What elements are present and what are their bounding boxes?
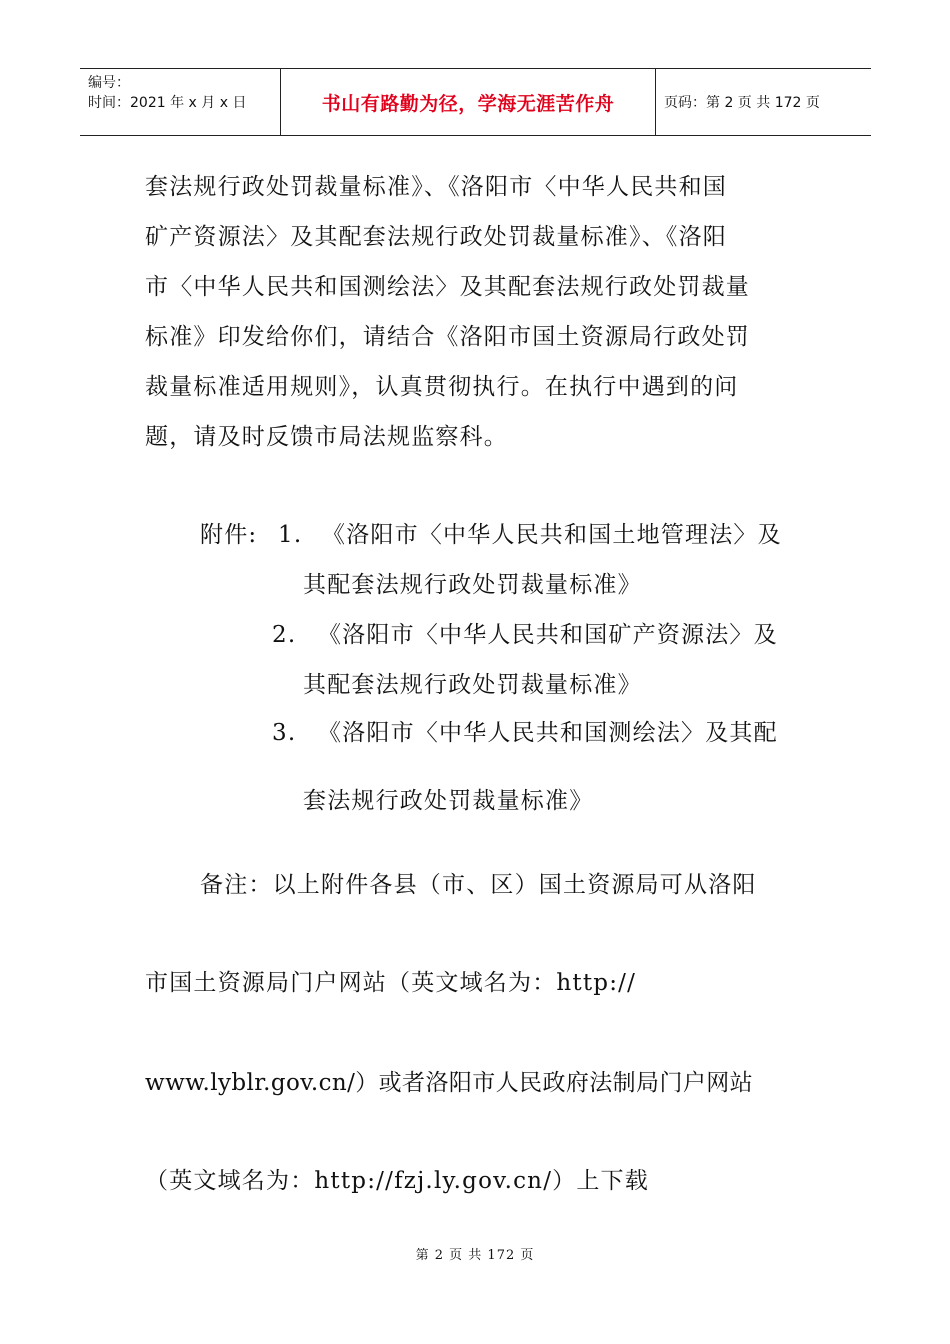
header-page-info: 页码：第 2 页 共 172 页 <box>664 95 820 111</box>
attachment-1-line: 其配套法规行政处罚裁量标准》 <box>303 572 642 598</box>
attachment-1-line: 《洛阳市〈中华人民共和国土地管理法〉及 <box>322 522 782 548</box>
attachment-2-number: 2. <box>272 622 297 648</box>
paragraph-line: 矿产资源法〉及其配套法规行政处罚裁量标准》、《洛阳 <box>145 224 727 250</box>
attachment-3-number: 3. <box>272 720 297 746</box>
paragraph-line: 套法规行政处罚裁量标准》、《洛阳市〈中华人民共和国 <box>145 174 727 200</box>
note-line: 备注：以上附件各县（市、区）国土资源局可从洛阳 <box>200 872 757 898</box>
attachment-1-number: 1. <box>278 522 303 548</box>
paragraph-line: 市〈中华人民共和国测绘法〉及其配套法规行政处罚裁量 <box>145 274 750 300</box>
paragraph-line: 裁量标准适用规则》，认真贯彻执行。在执行中遇到的问 <box>145 374 739 400</box>
attachment-2-line: 其配套法规行政处罚裁量标准》 <box>303 672 642 698</box>
attachments-label: 附件: <box>200 522 258 548</box>
header-time-label: 时间：2021 年 x 月 x 日 <box>88 95 247 111</box>
note-line: www.lyblr.gov.cn/）或者洛阳市人民政府法制局门户网站 <box>145 1070 754 1096</box>
document-header <box>80 68 871 136</box>
attachment-3-line: 套法规行政处罚裁量标准》 <box>303 788 594 814</box>
attachment-2-line: 《洛阳市〈中华人民共和国矿产资源法〉及 <box>318 622 778 648</box>
paragraph-line: 题，请及时反馈市局法规监察科。 <box>145 424 508 450</box>
page-footer: 第 2 页 共 172 页 <box>415 1248 535 1263</box>
attachment-3-line: 《洛阳市〈中华人民共和国测绘法〉及其配 <box>318 720 778 746</box>
header-number-label: 编号： <box>88 75 130 91</box>
note-line: 市国土资源局门户网站（英文域名为：http:// <box>145 970 637 996</box>
paragraph-line: 标准》印发给你们，请结合《洛阳市国土资源局行政处罚 <box>145 324 750 350</box>
note-line: （英文域名为：http://fzj.ly.gov.cn/）上下载 <box>145 1168 649 1194</box>
header-meta <box>80 69 281 135</box>
header-motto: 书山有路勤为径，学海无涯苦作舟 <box>281 69 656 135</box>
